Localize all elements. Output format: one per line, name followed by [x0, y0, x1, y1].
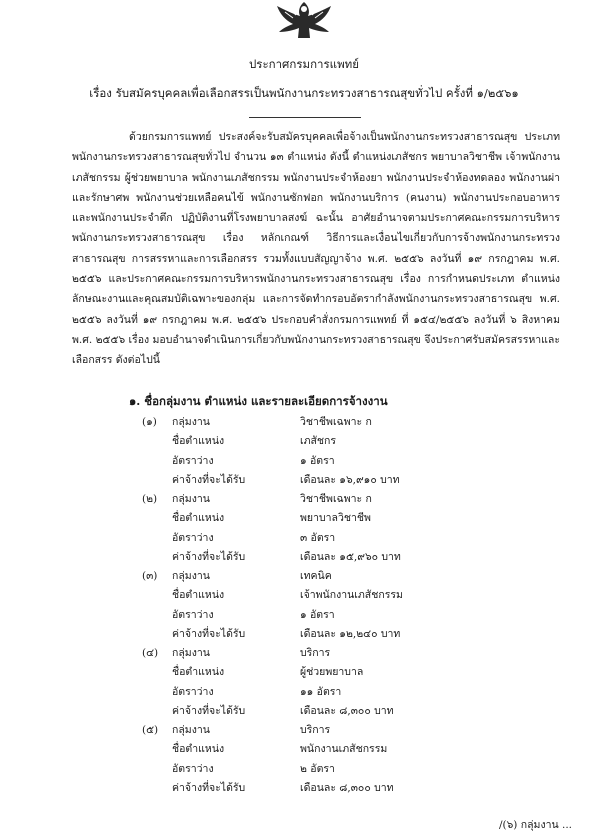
notice-title: ประกาศกรมการแพทย์: [248, 57, 359, 71]
item-number: (๑): [142, 416, 157, 428]
wage-value: เดือนละ ๑๕,๙๖๐ บาท: [300, 550, 401, 563]
wage-label: ค่าจ้างที่จะได้รับ: [172, 473, 246, 486]
vacancy-value: ๑๑ อัตรา: [300, 685, 342, 698]
vacancy-value: ๑ อัตรา: [300, 454, 335, 467]
intro-paragraph: ด้วยกรมการแพทย์ ประสงค์จะรับสมัครบุคคลเพื่อจ้างเป็นพนักงานกระทรวงสาธารณสุข ประเภทพนักงานกระทรวงสาธารณสุขทั่วไป จำนวน ๑๓ ตำแหน่ง ดังนี้ ตำแหน่งเภสัชกร พยาบาลวิชาชีพ เจ้าพนักงานเภสัชกรรม ผู้ช่วยพยาบาล พนักงานเภสัชกรรม พนักงานประจำห้องยา พนักงานประจำห้องทดลอง พนักงานผ่าและรักษาศพ พนักงานช่วยเหลือคนไข้ พนักงานซักฟอก พนักงานบริการ (คนงาน) พนักงานประกอบอาหาร และพนักงานประจำตึก ปฏิบัติงานที่โรงพยาบาลสงฆ์ ฉะนั้น อาศัยอำนาจตามประกาศคณะกรรมการบริหารพนักงานกระทรวงสาธารณสุข เรื่อง หลักเกณฑ์ วิธีการและเงื่อนไขเกี่ยวกับการจ้างพนักงานกระทรวงสาธารณสุข การสรรหาและการเลือกสรร รวมทั้งแบบสัญญาจ้าง พ.ศ. ๒๕๕๖ ลงวันที่ ๑๙ กรกฎาคม พ.ศ. ๒๕๕๖ และประกาศคณะกรรมการบริหารพนักงานกระทรวงสาธารณสุข เรื่อง การกำหนดประเภท ตำแหน่ง ลักษณะงานและคุณสมบัติเฉพาะของกลุ่ม และการจัดทำกรอบอัตรากำลังพนักงานกระทรวงสาธารณสุข พ.ศ. ๒๕๕๖ ลงวันที่ ๑๙ กรกฎาคม พ.ศ. ๒๕๕๖ ประกอบคำสั่งกรมการแพทย์ ที่ ๑๕๔/๒๕๕๖ ลงวันที่ ๖ สิงหาคม พ.ศ. ๒๕๕๖ เรื่อง มอบอำนาจดำเนินการเกี่ยวกับพนักงานกระทรวงสาธารณสุข จึงประกาศรับสมัครสรรหาและเลือกสรร ดังต่อไปนี้: [72, 131, 560, 367]
wage-label: ค่าจ้างที่จะได้รับ: [172, 627, 246, 640]
group-label: กลุ่มงาน: [172, 647, 210, 659]
position-value: พยาบาลวิชาชีพ: [300, 512, 371, 525]
position-label: ชื่อตำแหน่ง: [172, 435, 225, 448]
vacancy-label: อัตราว่าง: [172, 608, 214, 621]
position-value: ผู้ช่วยพยาบาล: [300, 666, 364, 679]
position-label: ชื่อตำแหน่ง: [172, 512, 225, 525]
wage-label: ค่าจ้างที่จะได้รับ: [172, 550, 246, 563]
group-value: บริการ: [300, 647, 331, 659]
group-value: วิชาชีพเฉพาะ ก: [300, 493, 372, 505]
wage-value: เดือนละ ๘,๓๐๐ บาท: [300, 704, 394, 717]
position-label: ชื่อตำแหน่ง: [172, 743, 225, 756]
group-value: บริการ: [300, 724, 331, 736]
wage-value: เดือนละ ๑๖,๙๑๐ บาท: [300, 473, 400, 486]
group-label: กลุ่มงาน: [172, 493, 210, 505]
heading-divider: [249, 117, 361, 118]
vacancy-label: อัตราว่าง: [172, 685, 214, 698]
group-label: กลุ่มงาน: [172, 570, 210, 582]
vacancy-value: ๑ อัตรา: [300, 608, 335, 621]
item-number: (๓): [142, 570, 158, 582]
wage-value: เดือนละ ๑๒,๒๔๐ บาท: [300, 627, 401, 640]
page-continuation: /(๖) กลุ่มงาน ...: [499, 819, 572, 831]
notice-subject: เรื่อง รับสมัครบุคคลเพื่อเลือกสรรเป็นพนักงานกระทรวงสาธารณสุขทั่วไป ครั้งที่ ๑/๒๕๖๑: [89, 86, 519, 100]
position-label: ชื่อตำแหน่ง: [172, 666, 225, 679]
position-value: พนักงานเภสัชกรรม: [300, 743, 388, 756]
vacancy-label: อัตราว่าง: [172, 531, 214, 544]
vacancy-label: อัตราว่าง: [172, 762, 214, 775]
vacancy-value: ๒ อัตรา: [300, 762, 335, 775]
wage-value: เดือนละ ๘,๓๐๐ บาท: [300, 781, 394, 794]
wage-label: ค่าจ้างที่จะได้รับ: [172, 781, 246, 794]
item-number: (๒): [142, 493, 158, 505]
vacancy-value: ๓ อัตรา: [300, 531, 336, 544]
item-number: (๔): [142, 647, 159, 659]
group-label: กลุ่มงาน: [172, 724, 210, 736]
garuda-emblem-icon: [271, 0, 337, 40]
group-value: วิชาชีพเฉพาะ ก: [300, 416, 372, 428]
group-value: เทคนิค: [300, 570, 332, 582]
group-label: กลุ่มงาน: [172, 416, 210, 428]
item-number: (๕): [142, 724, 159, 736]
wage-label: ค่าจ้างที่จะได้รับ: [172, 704, 246, 717]
section-1-title: ๑. ชื่อกลุ่มงาน ตำแหน่ง และรายละเอียดการจ้างงาน: [129, 394, 388, 408]
position-label: ชื่อตำแหน่ง: [172, 589, 225, 602]
position-value: เภสัชกร: [300, 435, 337, 448]
vacancy-label: อัตราว่าง: [172, 454, 214, 467]
position-value: เจ้าพนักงานเภสัชกรรม: [300, 589, 403, 602]
